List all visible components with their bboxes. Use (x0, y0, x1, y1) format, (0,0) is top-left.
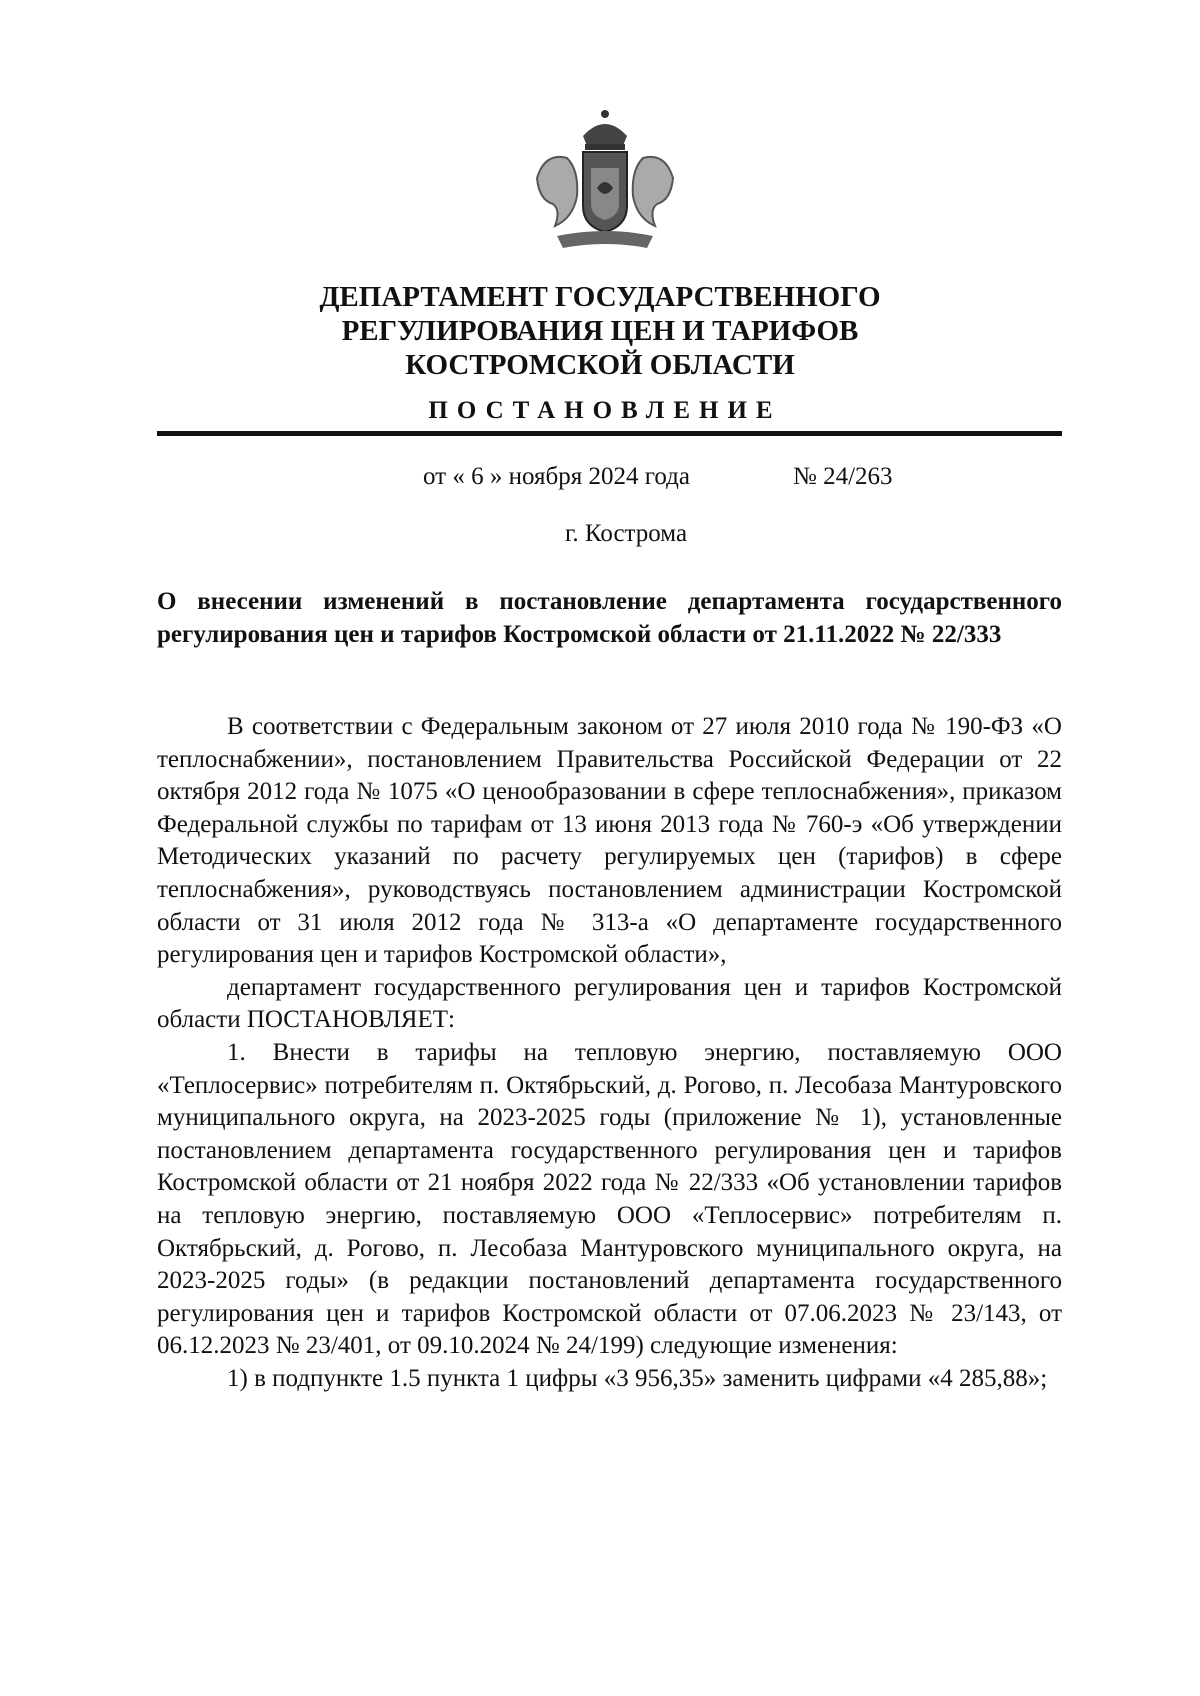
document-type: ПОСТАНОВЛЕНИЕ (428, 397, 782, 424)
department-line: ДЕПАРТАМЕНТ ГОСУДАРСТВЕННОГО (319, 281, 881, 313)
document-number: № 24/263 (793, 463, 893, 490)
coat-of-arms-icon (527, 108, 683, 254)
document-title: О внесении изменений в постановление департамента государственного регулирования цен и тарифов Костромской области от 21.11.2022 № 22/333 (157, 588, 1062, 648)
paragraph: 1. Внести в тарифы на тепловую энергию, поставляемую ООО «Теплосервис» потребителям п. Октябрьский, д. Рогово, п. Лесобаза Мантуровского муниципального округа, на 2023-2025 годы (приложение № 1), установленные постановлением департамента государственного регулирования цен и тарифов Костромской области от 21 ноября 2022 года № 22/333 «Об установлении тарифов на тепловую энергию, поставляемую ООО «Теплосервис» потребителям п. Октябрьский, д. Рогово, п. Лесобаза Мантуровского муниципального округа, на 2023-2025 годы» (в редакции постановлений департамента государственного регулирования цен и тарифов Костромской области от 07.06.2023 № 23/143, от 06.12.2023 № 23/401, от 09.10.2024 № 24/199) следующие изменения: (157, 1038, 1062, 1360)
document-body (157, 711, 1062, 1395)
paragraph: В соответствии с Федеральным законом от 27 июля 2010 года № 190-ФЗ «О теплоснабжении», постановлением Правительства Российской Федерации от 22 октября 2012 года № 1075 «О ценообразовании в сфере теплоснабжения», приказом Федеральной службы по тарифам от 13 июня 2013 года № 760-э «Об утверждении Методических указаний по расчету регулируемых цен (тарифов) в сфере теплоснабжения», руководствуясь постановлением администрации Костромской области от 31 июля 2012 года № 313-а «О департаменте государственного регулирования цен и тарифов Костромской области», (157, 713, 1062, 969)
department-line: КОСТРОМСКОЙ ОБЛАСТИ (405, 349, 795, 381)
department-line: РЕГУЛИРОВАНИЯ ЦЕН И ТАРИФОВ (341, 315, 859, 347)
paragraph: 1) в подпункте 1.5 пункта 1 цифры «3 956,35» заменить цифрами «4 285,88»; (227, 1364, 1048, 1392)
department-name (150, 280, 1050, 382)
header-divider (157, 431, 1062, 436)
city-line (0, 520, 1200, 548)
city: г. Кострома (564, 520, 688, 547)
document-date: от « 6 » ноября 2024 года (423, 463, 690, 490)
paragraph: департамент государственного регулирования цен и тарифов Костромской области ПОСТАНОВЛЯЕТ: (157, 973, 1062, 1034)
